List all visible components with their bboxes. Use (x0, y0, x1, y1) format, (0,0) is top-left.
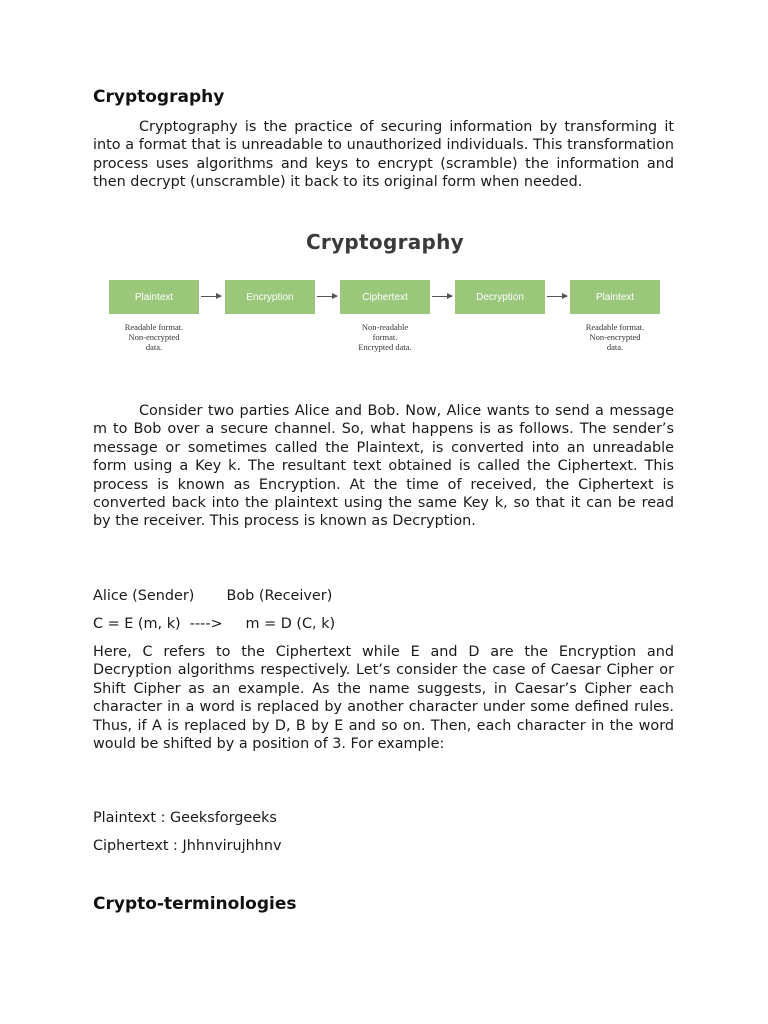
arrow-2 (317, 296, 337, 297)
caption-plaintext-1: Readable format. Non-encrypted data. (124, 322, 184, 352)
paragraph-alice-bob: Consider two parties Alice and Bob. Now, Alice wants to send a message m to Bob over a secure channel. So, what happens is as follows. The sender’s message or sometimes called the Plaintext, is converted into an unreadable form using a Key k. The resultant text obtained is called the Ciphertext. This process is known as Encryption. At the time of received, the Ciphertext is converted back into the plaintext using the same Key k, so that it can be read by the receiver. This process is known as Decryption. (93, 403, 674, 530)
line-parties: Alice (Sender) Bob (Receiver) (93, 588, 333, 604)
line-ciphertext-example: Ciphertext : Jhhnvirujhhnv (93, 838, 282, 854)
heading-crypto-terminologies: Crypto-terminologies (93, 894, 297, 914)
caption-ciphertext: Non-readable format. Encrypted data. (358, 322, 412, 352)
diagram-title: Cryptography (305, 230, 465, 254)
box-plaintext-1: Plaintext (109, 280, 199, 314)
box-ciphertext: Ciphertext (340, 280, 430, 314)
arrow-1 (201, 296, 221, 297)
caption-plaintext-2: Readable format. Non-encrypted data. (585, 322, 645, 352)
line-plaintext-example: Plaintext : Geeksforgeeks (93, 810, 277, 826)
box-decryption: Decryption (455, 280, 545, 314)
paragraph-intro: Cryptography is the practice of securing information by transforming it into a format that is unreadable to unauthorized individuals. This transformation process uses algorithms and keys to encrypt (scramble) the information and then decrypt (unscramble) it back to its original form when needed. (93, 119, 674, 191)
paragraph-caesar: Here, C refers to the Ciphertext while E and D are the Encryption and Decryption algorithms respectively. Let’s consider the case of Caesar Cipher or Shift Cipher as an example. As the name suggests, in Caesar’s Cipher each character in a word is replaced by another character under some defined rules. Thus, if A is replaced by D, B by E and so on. Then, each character in the word would be shifted by a position of 3. For example: (93, 644, 674, 753)
box-plaintext-2: Plaintext (570, 280, 660, 314)
box-encryption: Encryption (225, 280, 315, 314)
arrow-3 (432, 296, 452, 297)
heading-cryptography: Cryptography (93, 87, 225, 107)
arrow-4 (547, 296, 567, 297)
line-formula: C = E (m, k) ----> m = D (C, k) (93, 616, 336, 632)
cryptography-diagram (95, 220, 665, 365)
